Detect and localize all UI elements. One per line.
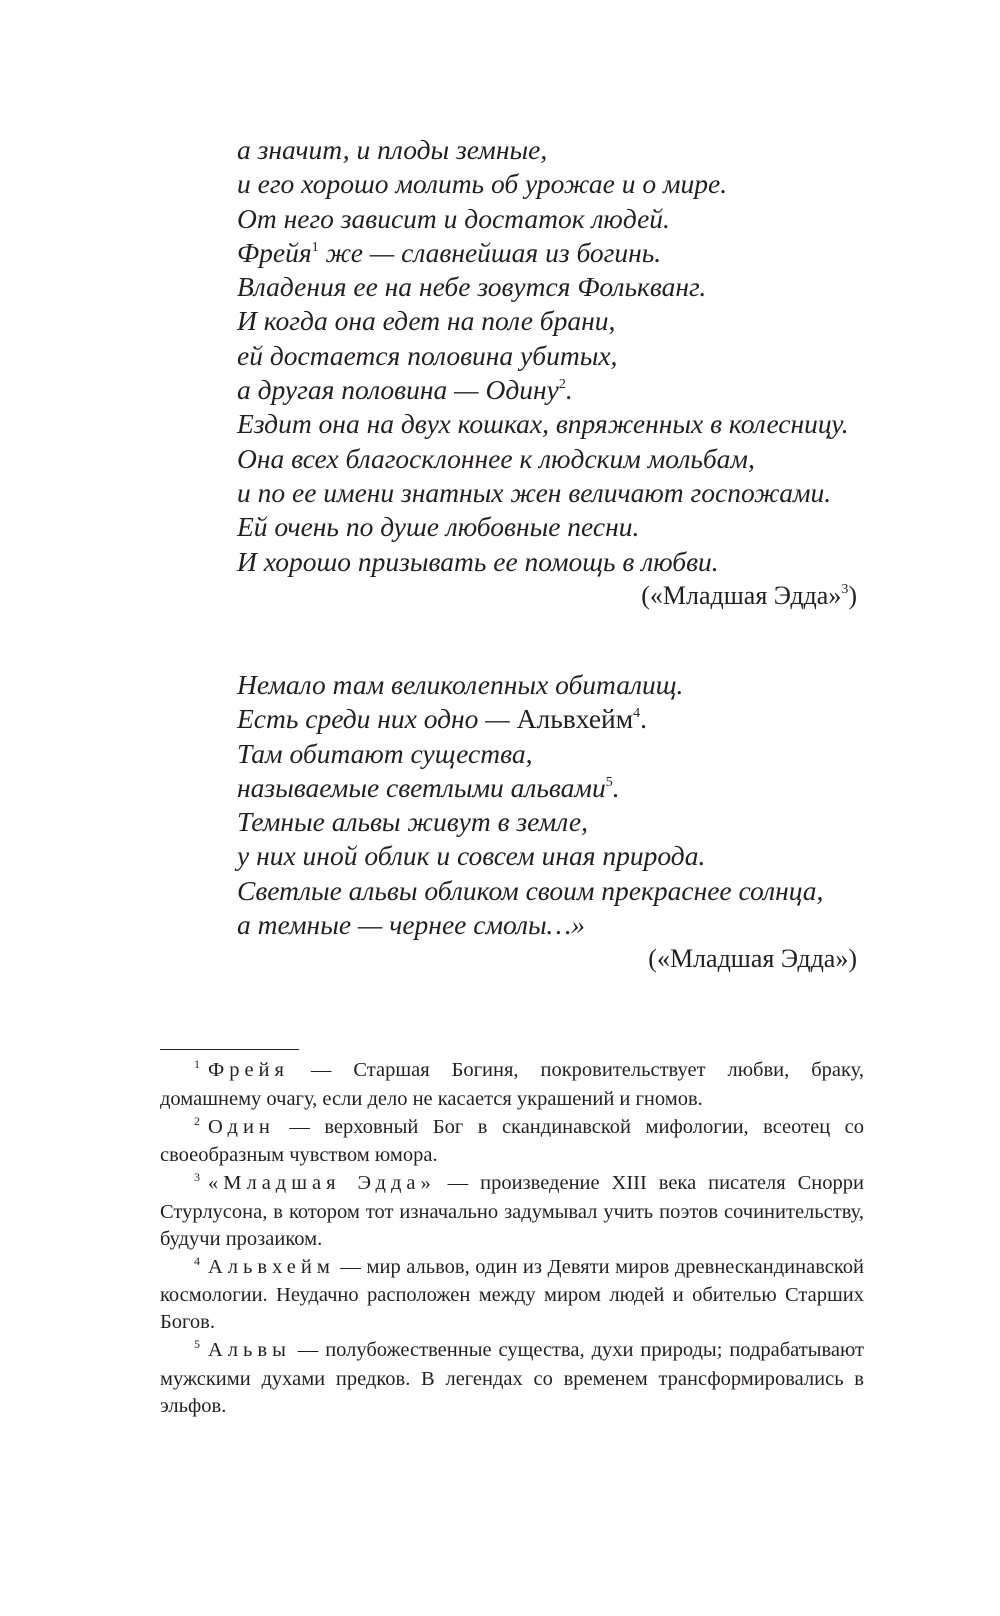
verse-text: светлыми альвами bbox=[386, 771, 606, 803]
footnote-term: Фрейя bbox=[208, 1059, 289, 1081]
footnote-text: — верховный Бог в скандинавской мифологии, всеотец со своеобразным чувством юмора. bbox=[160, 1115, 864, 1167]
verse-text: . bbox=[612, 771, 620, 803]
verse-line bbox=[237, 373, 857, 407]
footnote-number: 3 bbox=[194, 1170, 200, 1185]
verse-text: а другая половина — bbox=[237, 374, 486, 406]
verse-line: Ей очень по душе любовные песни. bbox=[237, 511, 640, 543]
verse-text: называемые bbox=[237, 771, 387, 803]
verse-line: От него зависит и достаток людей. bbox=[237, 202, 670, 234]
footnote-divider bbox=[160, 1049, 299, 1050]
verse-text: Одину bbox=[485, 374, 559, 406]
verse-line: Темные альвы живут в земле, bbox=[237, 806, 588, 838]
verse-attribution bbox=[237, 579, 857, 613]
footnote-term: Альвы bbox=[208, 1338, 291, 1361]
verse-line: Ездит она на двух кошках, впряженных в колесницу. bbox=[237, 408, 849, 440]
verse-line: и по ее имени знатных жен величают госпожами. bbox=[237, 476, 832, 508]
verse-text: же — славнейшая из богинь. bbox=[318, 236, 662, 268]
verse-line: и его хорошо молить об урожае и о мире. bbox=[237, 168, 728, 200]
verse-line: Там обитают существа, bbox=[237, 737, 533, 769]
footnote-3 bbox=[160, 1170, 864, 1252]
footnote-1 bbox=[160, 1057, 864, 1113]
verse-text: Альвхейм bbox=[516, 703, 634, 735]
verse-line bbox=[237, 771, 857, 805]
verse-line: у них иной облик и совсем иная природа. bbox=[237, 840, 706, 872]
footnotes-section bbox=[160, 1057, 864, 1420]
footnote-text: — произведение XIII века писателя Снорри Стурлусона, в котором тот изначально задумывал учить поэтов сочинительству, будучи прозаиком. bbox=[160, 1172, 864, 1250]
verse-line: Светлые альвы обликом своим прекраснее солнца, bbox=[237, 874, 824, 906]
verse-line: И хорошо призывать ее помощь в любви. bbox=[237, 545, 719, 577]
footnote-ref[interactable]: 5 bbox=[605, 774, 613, 790]
verse-line: а темные — чернее смолы…» bbox=[237, 909, 585, 941]
verse-line bbox=[237, 702, 857, 736]
footnote-term: Один bbox=[208, 1115, 275, 1138]
verse-line: Владения ее на небе зовутся Фолькванг. bbox=[237, 271, 707, 303]
footnote-number: 5 bbox=[194, 1336, 200, 1351]
verse-line: Немало там великолепных обиталищ. bbox=[237, 669, 684, 700]
footnote-ref[interactable]: 2 bbox=[558, 377, 566, 393]
footnote-text: — Старшая Богиня, покровительствует любви, браку, домашнему очагу, если дело не касается украшений и гномов. bbox=[160, 1059, 864, 1110]
verse-attribution: («Младшая Эдда») bbox=[648, 944, 857, 974]
verse-text: Фрейя bbox=[237, 236, 312, 268]
footnote-2 bbox=[160, 1114, 864, 1170]
footnote-number: 2 bbox=[194, 1113, 200, 1128]
footnote-number: 1 bbox=[194, 1057, 200, 1071]
verse-line: ей достается половина убитых, bbox=[237, 339, 618, 371]
verse-line: а значит, и плоды земные, bbox=[237, 134, 548, 165]
attribution-text: («Младшая Эдда» bbox=[641, 580, 842, 610]
footnote-term: «Младшая Эдда» bbox=[208, 1172, 436, 1195]
verse-text: . bbox=[640, 703, 648, 735]
footnote-text: — полубожественные существа, духи природы; подрабатывают мужскими духами предков. В легендах со временем трансформировались в эльфов. bbox=[160, 1338, 864, 1417]
verse-line bbox=[237, 236, 857, 270]
footnote-text: — мир альвов, один из Девяти миров древнескандинавской космологии. Неудачно расположен между миром людей и обителью Старших Богов. bbox=[160, 1255, 864, 1334]
verse-text: . bbox=[565, 374, 573, 406]
footnote-ref[interactable]: 1 bbox=[311, 239, 319, 255]
verse-line: Она всех благосклоннее к людским мольбам, bbox=[237, 442, 755, 474]
footnote-number: 4 bbox=[194, 1253, 200, 1268]
footnote-4 bbox=[160, 1254, 864, 1336]
attribution-close: ) bbox=[848, 580, 857, 610]
footnote-term: Альвхейм bbox=[208, 1255, 335, 1278]
verse-text: Есть среди них одно — bbox=[237, 703, 517, 735]
footnote-ref[interactable]: 3 bbox=[841, 581, 849, 597]
verse-block-1 bbox=[237, 133, 857, 613]
verse-block-2 bbox=[237, 668, 857, 977]
footnote-5 bbox=[160, 1337, 864, 1419]
footnote-ref[interactable]: 4 bbox=[633, 706, 641, 722]
verse-line: И когда она едет на поле брани, bbox=[237, 305, 616, 337]
